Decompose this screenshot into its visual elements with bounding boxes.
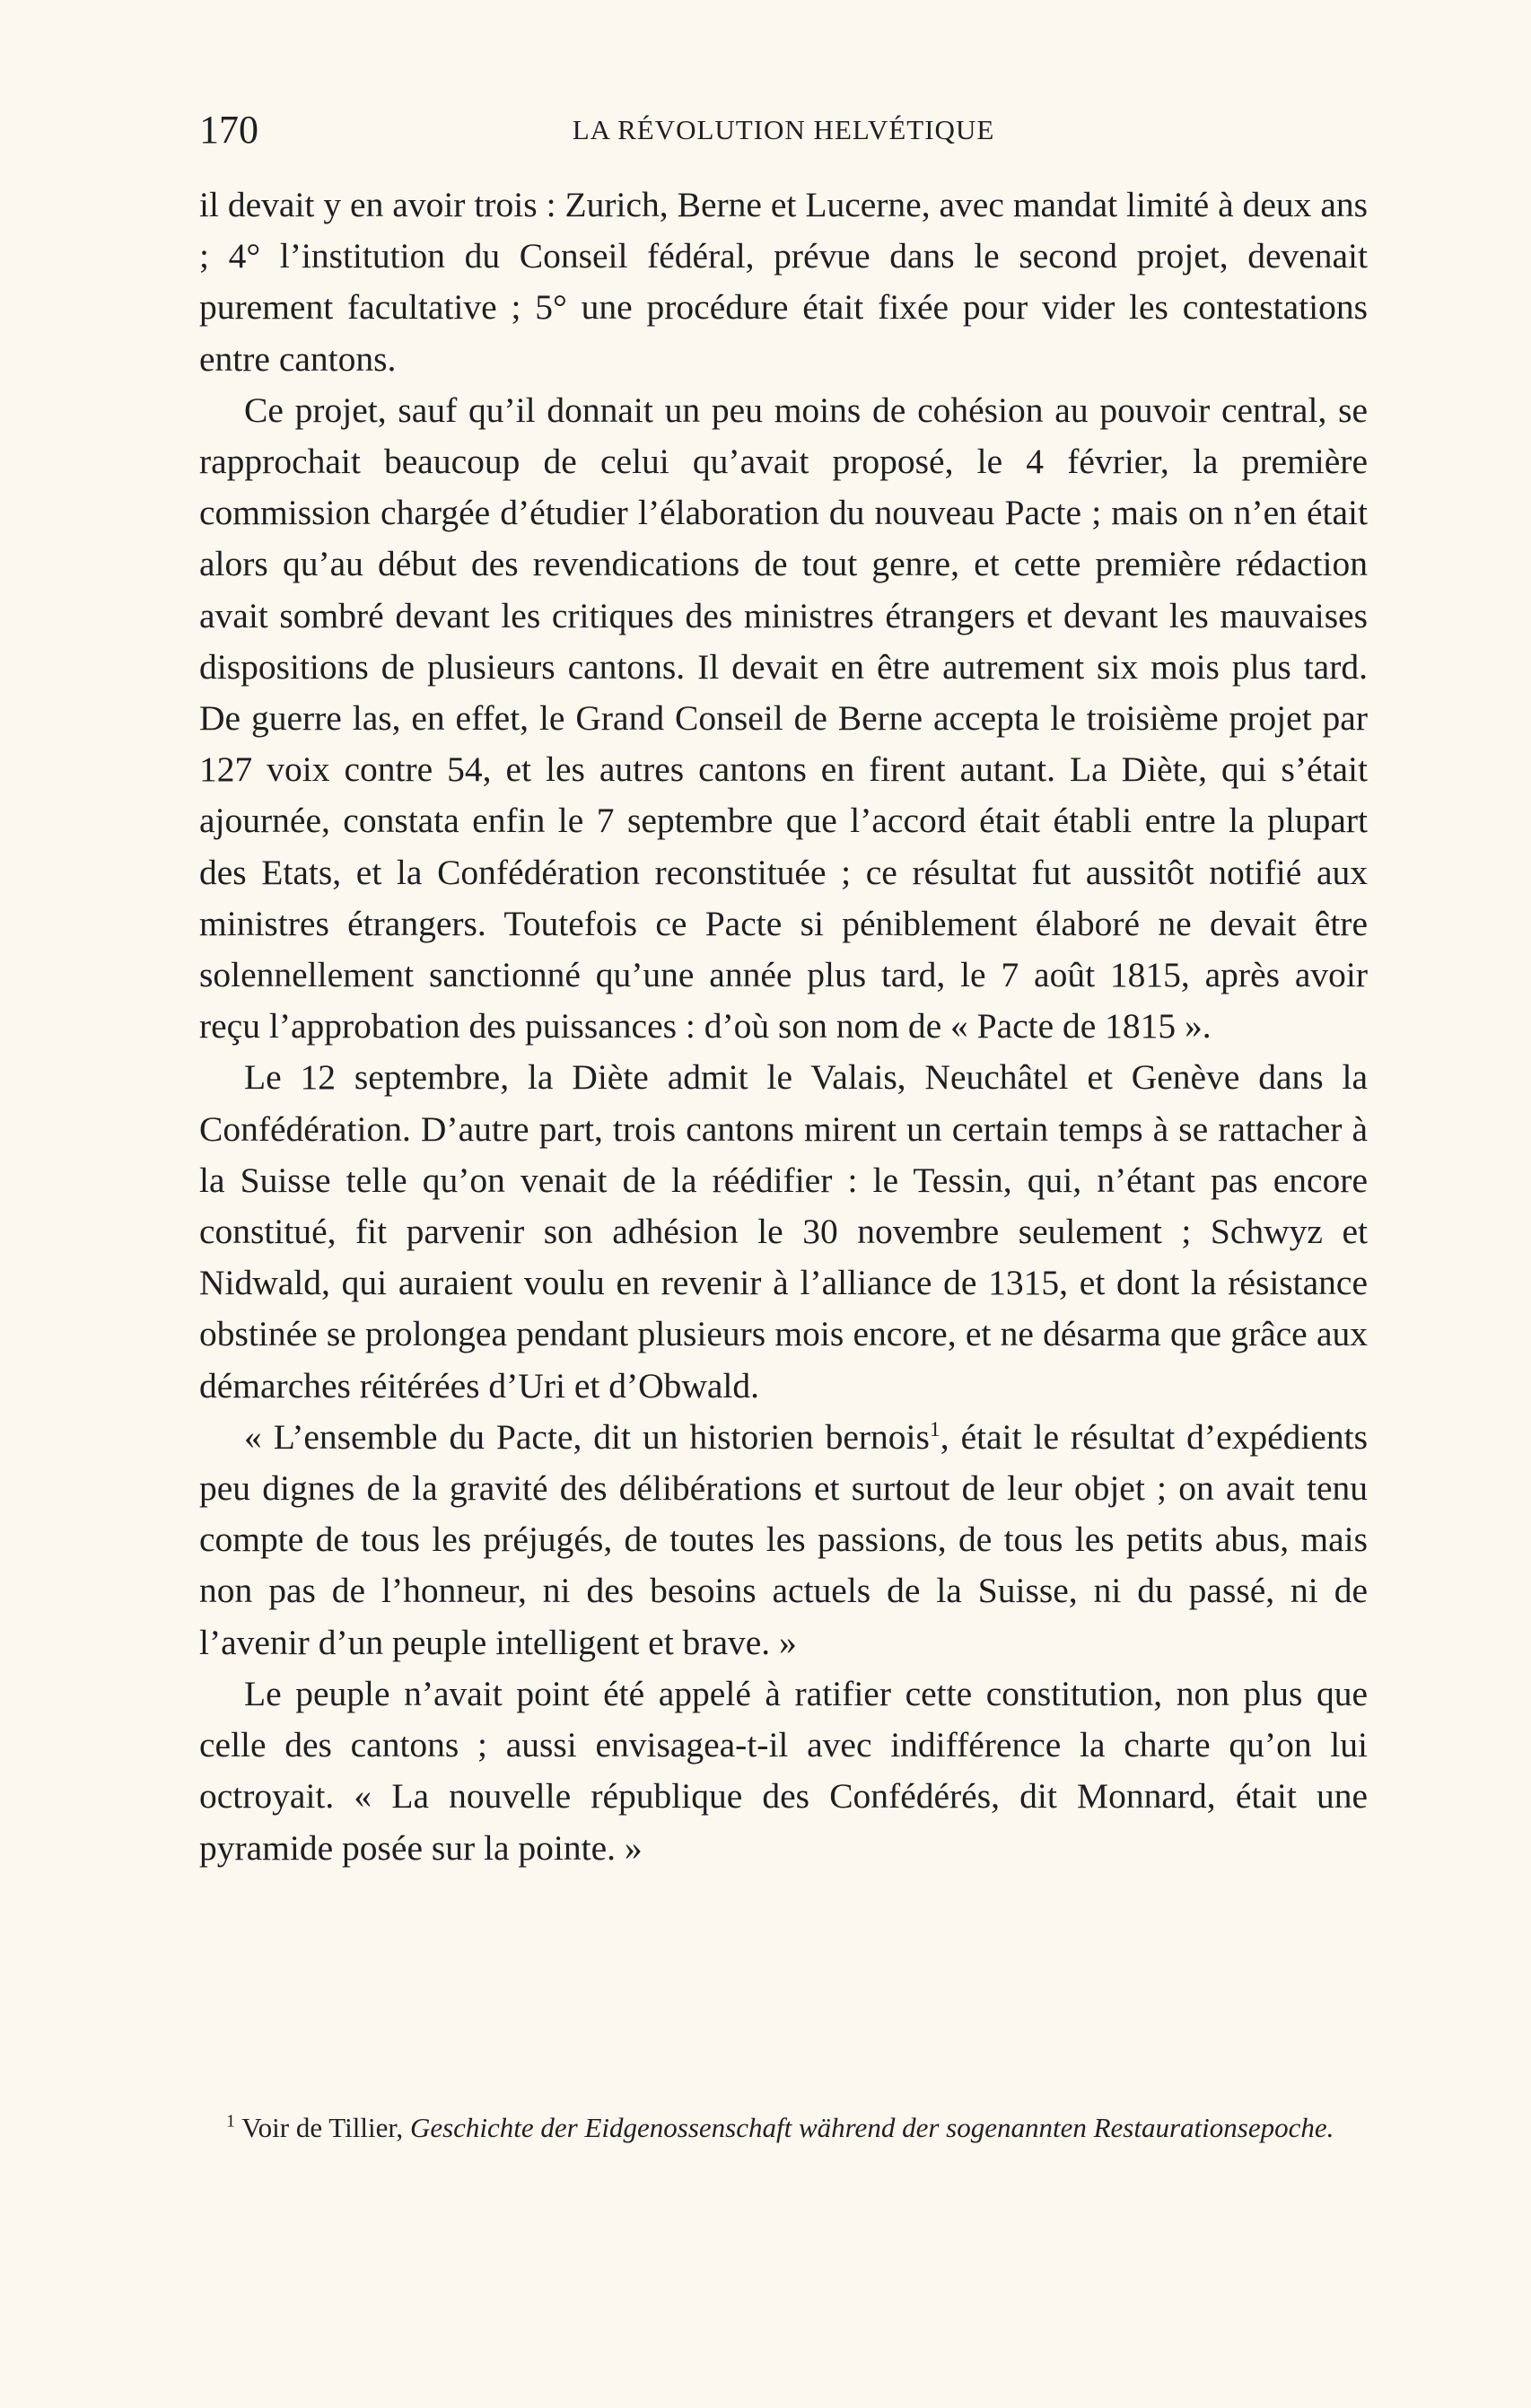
footnote xyxy=(199,2109,1368,2146)
paragraph-2: Ce projet, sauf qu’il donnait un peu moins de cohésion au pouvoir central, se rapprochait beaucoup de celui qu’avait proposé, le 4 février, la première commission chargée d’étudier l’élaboration du nouveau Pacte ; mais on n’en était alors qu’au début des revendications de tout genre, et cette première rédaction avait sombré devant les critiques des ministres étrangers et devant les mauvaises dispositions de plusieurs cantons. Il devait en être autrement six mois plus tard. De guerre las, en effet, le Grand Conseil de Berne accepta le troisième projet par 127 voix contre 54, et les autres cantons en firent autant. La Diète, qui s’était ajournée, constata enfin le 7 septembre que l’accord était établi entre la plupart des Etats, et la Confédération reconstituée ; ce résultat fut aussitôt notifié aux ministres étrangers. Toutefois ce Pacte si péniblement élaboré ne devait être solennellement sanctionné qu’une année plus tard, le 7 août 1815, après avoir reçu l’approbation des puissances : d’où son nom de « Pacte de 1815 ». xyxy=(199,390,1368,1046)
paragraph-1: il devait y en avoir trois : Zurich, Berne et Lucerne, avec mandat limité à deux ans ; 4° l’institution du Conseil fédéral, prévue dans le second projet, devenait purement facultative ; 5° une procédure était fixée pour vider les contestations entre cantons. xyxy=(199,185,1368,379)
body-text xyxy=(199,180,1368,1874)
footnote-book-title: Geschichte der Eidgenossenschaft während der sogenannten Restaurationsepoche. xyxy=(409,2112,1334,2143)
footnote-text: Voir de Tillier, xyxy=(235,2112,410,2143)
running-title: LA RÉVOLUTION HELVÉTIQUE xyxy=(572,114,995,145)
paragraph-4-text-start: « L’ensemble du Pacte, dit un historien bernois xyxy=(244,1416,930,1457)
paragraph-4-text-end: , était le résultat d’expédients peu dignes de la gravité des délibérations et surtout de leur objet ; on avait tenu compte de tous les préjugés, de toutes les passions, de tous les petits abus, mais non pas de l’honneur, ni des besoins actuels de la Suisse, ni du passé, ni de l’avenir d’un peuple intelligent et brave. » xyxy=(199,1416,1369,1662)
page-number: 170 xyxy=(199,108,258,152)
paragraph-3: Le 12 septembre, la Diète admit le Valais, Neuchâtel et Genève dans la Confédération. D’autre part, trois cantons mirent un certain temps à se rattacher à la Suisse telle qu’on venait de la réédifier : le Tessin, qui, n’étant pas encore constitué, fit parvenir son adhésion le 30 novembre seulement ; Schwyz et Nidwald, qui auraient voulu en revenir à l’alliance de 1315, et dont la résistance obstinée se prolongea pendant plusieurs mois encore, et ne désarma que grâce aux démarches réitérées d’Uri et d’Obwald. xyxy=(199,1057,1368,1405)
page-header xyxy=(199,103,1368,157)
paragraph-5: Le peuple n’avait point été appelé à ratifier cette constitution, non plus que celle des cantons ; aussi envisagea-t-il avec indifférence la charte qu’on lui octroyait. « La nouvelle république des Confédérés, dit Monnard, était une pyramide posée sur la pointe. » xyxy=(199,1673,1368,1868)
footnote-reference: 1 xyxy=(929,1417,940,1441)
footnotes xyxy=(199,2109,1368,2146)
paragraph-4 xyxy=(199,1412,1368,1668)
footnote-mark: 1 xyxy=(226,2111,236,2132)
